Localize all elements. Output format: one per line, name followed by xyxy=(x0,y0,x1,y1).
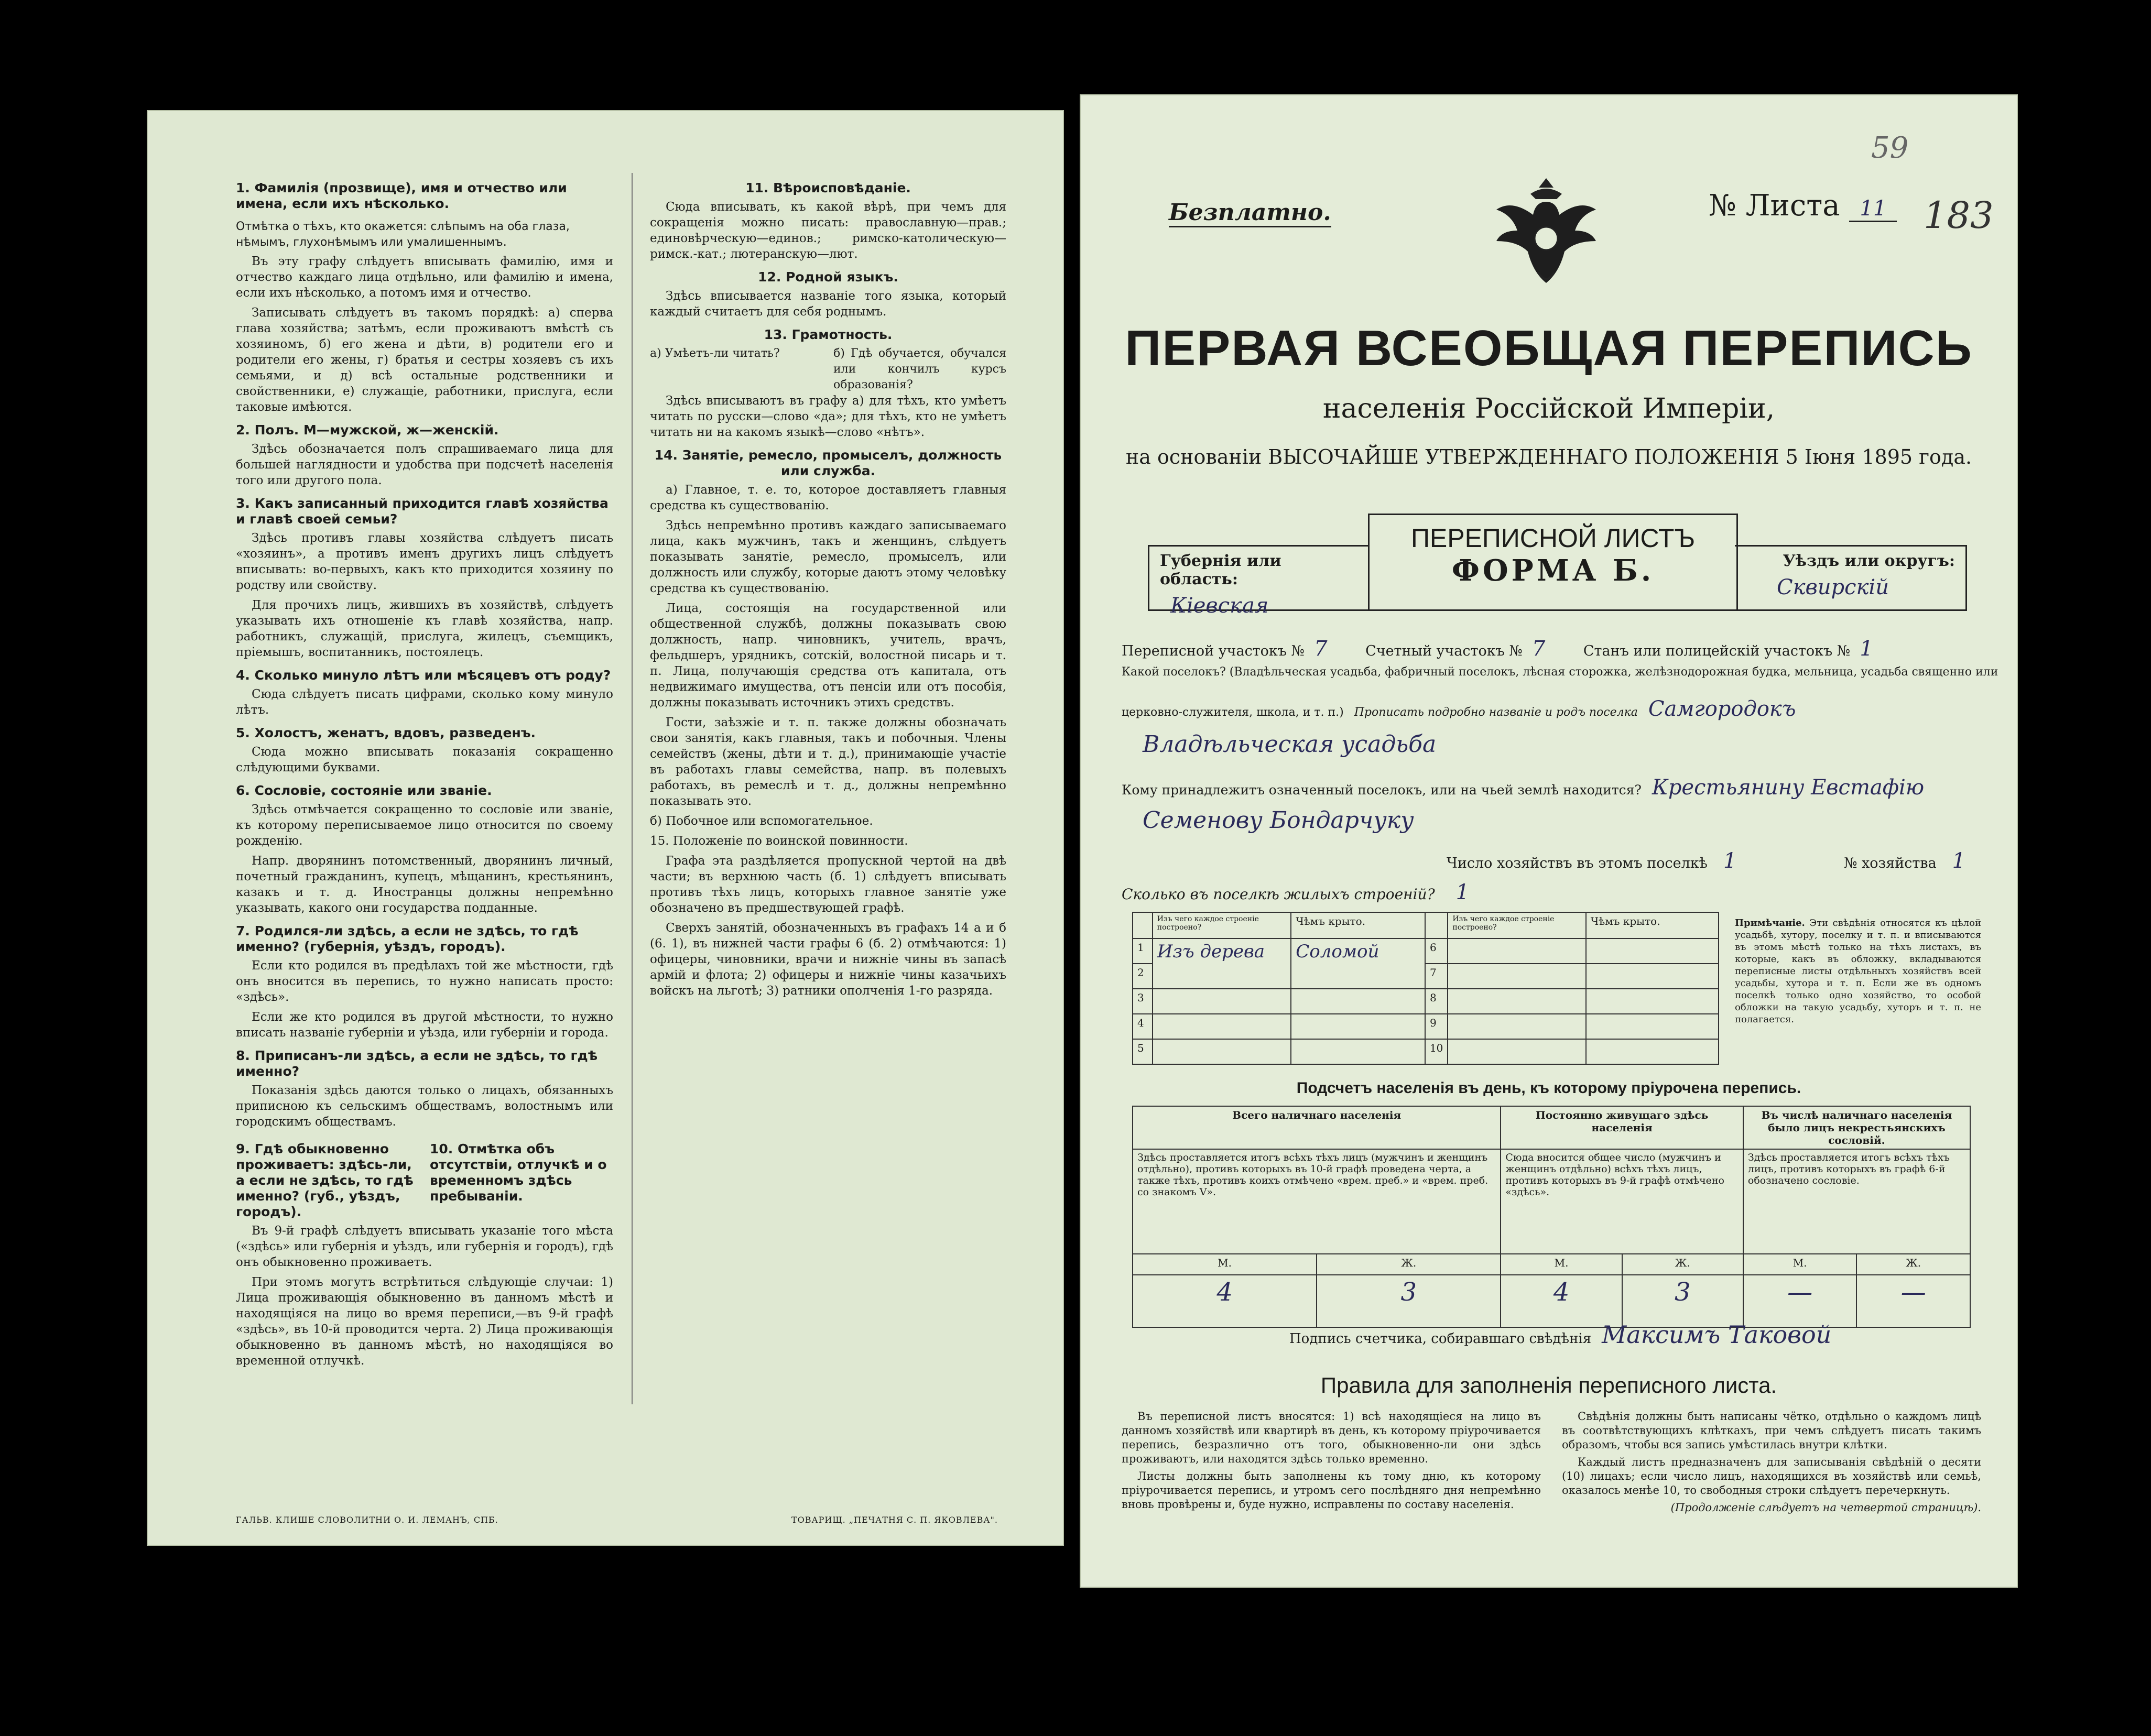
section-6-title: 6. Сословіе, состояніе или званіе. xyxy=(236,783,492,798)
population-count-table xyxy=(1132,1106,1971,1328)
section-13-text: Здѣсь вписываютъ въ графу а) для тѣхъ, кто умѣетъ читать по русски—слово «да»; для тѣхъ, кто не умѣетъ читать ни на какомъ языкѣ—слово «нѣтъ». xyxy=(650,394,1006,439)
printer-mark-left: ГАЛЬВ. КЛИШЕ СЛОВОЛИТНИ О. И. ЛЕМАНЪ, СПБ. xyxy=(236,1515,498,1525)
note-text: Эти свѣдѣнія относятся къ цѣлой усадьбѣ, хутору, поселку и т. п. и вписываются въ этомъ мѣстѣ только на тѣхъ листахъ, въ которые, какъ въ обложку, вкладываются переписные листы отдѣльныхъ хозяйствъ всей усадьбы, хутора и т. п. Если же въ одномъ поселкѣ только одно хозяйство, то особой обложки на такую усадьбу, хуторъ и т. п. не полагается. xyxy=(1735,918,1981,1025)
signature-value: Максимъ Таковой xyxy=(1602,1320,1832,1349)
rules-paragraph: Каждый листъ предназначенъ для записыванія свѣдѣній о десяти (10) лицахъ; если число лицъ, находящихся въ хозяйствѣ или семьѣ, оказалось менѣе 10, то свободныя строки слѣдуетъ перечеркнуть. xyxy=(1562,1456,1981,1497)
stroenii-value: 1 xyxy=(1455,880,1470,904)
form-header-row xyxy=(1148,514,1965,618)
section-9-text: Въ 9-й графѣ слѣдуетъ вписывать указаніе того мѣста («здѣсь» или губернія и уѣздъ, или губернія и городъ), гдѣ онъ обыкновенно проживаетъ. xyxy=(236,1224,613,1269)
count-zh-label: Ж. xyxy=(1622,1254,1743,1275)
section-14b: б) Побочное или вспомогательное. xyxy=(650,814,873,828)
count-m-label: М. xyxy=(1133,1254,1317,1275)
count-text-total: Здѣсь проставляется итогъ всѣхъ тѣхъ лицъ (мужчинъ и женщинъ отдѣльно), противъ которыхъ въ 10-й графѣ проведена черта, а также тѣхъ, противъ коихъ отмѣчено «врем. преб.» и «врем. преб. со знакомъ V». xyxy=(1133,1149,1501,1254)
section-14-text: Здѣсь непремѣнно противъ каждаго записываемаго лица, какъ мужчинъ, такъ и женщинъ, слѣдуетъ показывать занятіе, ремесло, промыселъ, или должность или службу, которые даютъ этому человѣку средства къ существованію. xyxy=(650,519,1006,595)
poselok-line xyxy=(1122,697,2002,721)
chislo-label: Число хозяйствъ въ этомъ поселкѣ xyxy=(1447,855,1708,871)
build-head-material-r: Изъ чего каждое строеніе построено? xyxy=(1448,912,1585,938)
build-roof-value: Соломой xyxy=(1291,938,1425,989)
rules-column-2 xyxy=(1562,1410,1981,1518)
archive-number: 183 xyxy=(1924,194,1994,237)
section-1-subtitle: Отмѣтка о тѣхъ, кто окажется: слѣпымъ на оба глаза, нѣмымъ, глухонѣмымъ или умалишеннымъ. xyxy=(236,220,570,249)
count-title: Подсчетъ населенія въ день, къ которому пріурочена перепись. xyxy=(1296,1079,1801,1097)
section-10-title: 10. Отмѣтка объ отсутствіи, отлучкѣ и о временномъ здѣсь пребываніи. xyxy=(430,1141,607,1204)
chislo-value: 1 xyxy=(1723,849,1737,873)
section-9-title: 9. Гдѣ обыкновенно проживаетъ: здѣсь-ли, а если не здѣсь, то гдѣ именно? (губ., уѣздъ, городъ). xyxy=(236,1141,414,1219)
section-1-text: Въ эту графу слѣдуетъ вписывать фамилію, имя и отчество каждаго лица отдѣльно, или фамилію и имена, если ихъ нѣсколько, а потомъ имя и отчество. xyxy=(236,255,613,300)
rules-paragraph: Листы должны быть заполнены къ тому дню, къ которому пріурочивается перепись, и утромъ сего послѣдняго дня непремѣнно вновь провѣрены и, буде нужно, исправлены по составу населенія. xyxy=(1122,1470,1541,1511)
count-m-label: М. xyxy=(1743,1254,1857,1275)
build-head-material: Изъ чего каждое строеніе построено? xyxy=(1153,912,1291,938)
section-5-text: Сюда можно вписывать показанія сокращенно слѣдующими буквами. xyxy=(236,745,613,774)
signature-line xyxy=(1289,1320,1831,1349)
count-head-total: Всего наличнаго населенія xyxy=(1133,1106,1501,1149)
note-title: Примѣчаніе. xyxy=(1735,918,1805,929)
stan-label: Станъ или полицейскій участокъ № xyxy=(1583,643,1851,659)
poselok-note: Прописать подробно названіе и родъ поселка xyxy=(1354,706,1638,719)
section-7-title: 7. Родился-ли здѣсь, а если не здѣсь, то гдѣ именно? (губернія, уѣздъ, городъ). xyxy=(236,923,579,954)
build-row-num: 5 xyxy=(1133,1039,1153,1064)
census-basis: на основаніи ВЫСОЧАЙШЕ УТВЕРЖДЕННАГО ПОЛОЖЕНІЯ 5 Іюня 1895 года. xyxy=(1125,445,1972,468)
build-row-num: 3 xyxy=(1133,989,1153,1014)
section-14a: а) Главное, т. е. то, которое доставляетъ главныя средства къ существованію. xyxy=(650,483,1006,512)
count-value: 3 xyxy=(1317,1275,1501,1327)
section-14-title: 14. Занятіе, ремесло, промыселъ, должность или служба. xyxy=(654,447,1002,478)
section-5-title: 5. Холостъ, женатъ, вдовъ, разведенъ. xyxy=(236,725,536,740)
count-value: 4 xyxy=(1501,1275,1622,1327)
count-m-label: М. xyxy=(1501,1254,1622,1275)
signature-label: Подпись счетчика, собиравшаго свѣдѣнія xyxy=(1289,1331,1592,1347)
poselok-value: Самгородокъ xyxy=(1648,697,1796,721)
stroenii-label: Сколько въ поселкѣ жилыхъ строеній? xyxy=(1122,886,1435,903)
section-13a: а) Умѣетъ-ли читать? xyxy=(650,347,780,360)
count-text-permanent: Сюда вносится общее число (мужчинъ и женщинъ отдѣльно) всѣхъ тѣхъ лицъ, противъ которыхъ въ 9-й графѣ отмѣчено «здѣсь». xyxy=(1501,1149,1743,1254)
count-value: 4 xyxy=(1133,1275,1317,1327)
section-15-text: Графа эта раздѣляется пропускной чертой на двѣ части; въ верхнюю часть (б. 1) слѣдуетъ вписывать противъ тѣхъ лицъ, которыхъ главное занятіе уже обозначено въ предшествующей графѣ. xyxy=(650,854,1006,915)
rules-continued: (Продолженіе слѣдуетъ на четвертой страницѣ). xyxy=(1670,1501,1981,1514)
count-value: 3 xyxy=(1622,1275,1743,1327)
count-text-nonpeasant: Здѣсь проставляется итогъ всѣхъ тѣхъ лицъ, противъ которыхъ въ графѣ 6-й обозначено сословіе. xyxy=(1743,1149,1970,1254)
poselok-label: Какой поселокъ? (Владѣльческая усадьба, фабричный поселокъ, лѣсная сторожка, желѣзнодорожная будка, мельница, усадьба священно или xyxy=(1122,665,1998,679)
rules-column-1 xyxy=(1122,1410,1541,1515)
count-value: — xyxy=(1856,1275,1970,1327)
right-page xyxy=(1080,94,2018,1588)
column-divider xyxy=(632,173,633,1404)
schet-uch-label: Счетный участокъ № xyxy=(1365,643,1523,659)
section-3-text: Здѣсь противъ главы хозяйства слѣдуетъ писать «хозяинъ», а противъ именъ другихъ лицъ слѣдуетъ вписывать: во-первыхъ, какъ кто приходится хозяину по родству или свойству. xyxy=(236,531,613,592)
section-7-text: Если кто родился въ предѣлахъ той же мѣстности, гдѣ онъ вносится въ перепись, то нужно написать просто: «здѣсь». xyxy=(236,959,613,1004)
section-8-text: Показанія здѣсь даются только о лицахъ, обязанныхъ приписною къ сельскимъ обществамъ, волостнымъ или городскимъ обществамъ. xyxy=(236,1084,613,1129)
komu-value: Крестьянину Евстафію xyxy=(1652,776,1925,800)
corner-mark: 59 xyxy=(1871,131,1909,165)
census-title: ПЕРВАЯ ВСЕОБЩАЯ ПЕРЕПИСЬ xyxy=(1125,320,1973,376)
buildings-table xyxy=(1132,912,1719,1065)
rules-paragraph: Въ переписной листъ вносятся: 1) всѣ находящіеся на лицо въ данномъ хозяйствѣ или квартирѣ въ день, къ которому пріурочивается перепись, безразлично отъ того, обыкновенно-ли они здѣсь проживаютъ, или находятся здѣсь только временно. xyxy=(1122,1410,1541,1465)
section-8-title: 8. Приписанъ-ли здѣсь, а если не здѣсь, то гдѣ именно? xyxy=(236,1048,598,1079)
count-head-nonpeasant: Въ числѣ наличнаго населенія было лицъ некрестьянскихъ сословій. xyxy=(1743,1106,1970,1149)
section-11-title: 11. Вѣроисповѣданіе. xyxy=(745,180,911,195)
section-11-text: Сюда вписывать, къ какой вѣрѣ, при чемъ для сокращенія можно писать: православную—прав.; единовѣрческую—единов.; римско-католическую—римск.-кат.; лютеранскую—лют. xyxy=(650,200,1006,261)
chislo-line xyxy=(1447,849,2002,873)
build-row-num: 9 xyxy=(1425,1014,1448,1039)
komu-line xyxy=(1122,776,2002,800)
section-2-title: 2. Полъ. М—мужской, ж—женскій. xyxy=(236,422,499,438)
section-3-title: 3. Какъ записанный приходится главѣ хозяйства и главѣ своей семьи? xyxy=(236,496,609,527)
perep-uch-label: Переписной участокъ № xyxy=(1122,643,1305,659)
form-title-box xyxy=(1368,514,1738,611)
imperial-eagle-emblem xyxy=(1489,173,1604,293)
schet-uch-value: 7 xyxy=(1531,637,1546,661)
eagle-icon xyxy=(1489,173,1604,293)
count-zh-label: Ж. xyxy=(1317,1254,1501,1275)
census-subtitle: населенія Россійской Имперіи, xyxy=(1322,393,1775,424)
stan-value: 1 xyxy=(1860,637,1873,661)
hoz-label: № хозяйства xyxy=(1843,855,1937,871)
count-head-permanent: Постоянно живущаго здѣсь населенія xyxy=(1501,1106,1743,1149)
build-row-num: 1 xyxy=(1133,938,1153,964)
section-2-text: Здѣсь обозначается полъ спрашиваемаго лица для большей наглядности и удобства при подсчетѣ населенія того или другого пола. xyxy=(236,442,613,487)
instructions-column-1: 1. Фамилія (прозвище), имя и отчество или имена, если ихъ нѣсколько. Отмѣтка о тѣхъ, кто окажется: слѣпымъ на оба глаза, нѣмымъ, глухонѣмымъ или умалишеннымъ. Въ эту графу слѣдуетъ вписывать фамилію, имя и отчество каждаго лица отдѣльно, или фамилію и имена, если ихъ нѣсколько, а потомъ имя и отчество. Записывать слѣдуетъ въ такомъ порядкѣ: а) сперва глава хозяйства; затѣмъ, если проживаютъ вмѣстѣ съ хозяиномъ, б) его жена и дѣти, в) родители его и родители его жены, г) братья и сестры хозяевъ съ ихъ семьями, и д) всѣ остальные родственники и свойственники, е) служащіе, работники, прислуга, если таковые имѣются. 2. Полъ. М—мужской, ж—женскій. Здѣсь обозначается полъ спрашиваемаго лица для большей наглядности и удобства при подсчетѣ населенія того или другого пола. 3. Какъ записанный приходится главѣ хозяйства и главѣ своей семьи? Здѣсь противъ главы хозяйства слѣдуетъ писать «хозяинъ», а противъ именъ другихъ лицъ слѣдуетъ вписывать: во-первыхъ, какъ кто приходится хозяину по родству или свойству. Для прочихъ лицъ, жившихъ въ хозяйствѣ, слѣдуетъ указывать ихъ отношеніе къ главѣ хозяйства, напр. работникъ, служащій, прислуга, жилецъ, съемщикъ, пріемышъ, воспитанникъ, постоялецъ. 4. Сколько минуло лѣтъ или мѣсяцевъ отъ роду? Сюда слѣдуетъ писать цифрами, сколько кому минуло лѣтъ. 5. Холостъ, женатъ, вдовъ, разведенъ. Сюда можно вписывать показанія сокращенно слѣдующими буквами. 6. Сословіе, состояніе или званіе. Здѣсь отмѣчается сокращенно то сословіе или званіе, къ которому переписываемое лицо относится по своему рожденію. Напр. дворянинъ потомственный, дворянинъ личный, почетный гражданинъ, купецъ, мѣщанинъ, крестьянинъ, казакъ и т. д. Иностранцы должны непремѣнно указывать, какого они государства подданные. 7. Родился-ли здѣсь, а если не здѣсь, то гдѣ именно? (губернія, уѣздъ, городъ). Если кто родился въ предѣлахъ той же мѣстности, гдѣ онъ вносится въ перепись, то нужно написать просто: «здѣсь». Если же кто родился въ другой мѣстности, то нужно вписать названіе губерніи и уѣзда, или губерніи и города. 8. Приписанъ-ли здѣсь, а если не здѣсь, то гдѣ именно? Показанія здѣсь даются только о лицахъ, обязанныхъ приписною къ сельскимъ обществамъ, волостнымъ или городскимъ обществамъ. 9. Гдѣ обыкновенно проживаетъ: здѣсь-ли, а если не здѣсь, то гдѣ именно? (губ., уѣздъ, городъ). 10. Отмѣтка объ отсутствіи, отлучкѣ и о временномъ здѣсь пребываніи. Въ 9-й графѣ слѣдуетъ вписывать указаніе того мѣста («здѣсь» или губернія и уѣздъ, или губернія и городъ), гдѣ онъ обыкновенно проживаетъ. При этомъ могутъ встрѣтиться слѣдующіе случаи: 1) Лица проживающія обыкновенно въ данномъ мѣстѣ и находящіяся на лицо во время переписи,—въ 9-й графѣ «здѣсь», въ 10-й проводится черта. 2) Лица проживающія обыкновенно въ данномъ мѣстѣ, но находящіяся во временной отлучкѣ. xyxy=(236,180,613,1368)
instructions-column-2: 11. Вѣроисповѣданіе. Сюда вписывать, къ какой вѣрѣ, при чемъ для сокращенія можно писать: православную—прав.; единовѣрческую—единов.; римско-католическую—римск.-кат.; лютеранскую—лют. 12. Родной языкъ. Здѣсь вписывается названіе того языка, который каждый считаетъ для себя роднымъ. 13. Грамотность. а) Умѣетъ-ли читать? б) Гдѣ обучается, обучался или кончилъ курсъ образованія? Здѣсь вписываютъ въ графу а) для тѣхъ, кто умѣетъ читать по русски—слово «да»; для тѣхъ, кто не умѣетъ читать ни на какомъ языкѣ—слово «нѣтъ». 14. Занятіе, ремесло, промыселъ, должность или служба. а) Главное, т. е. то, которое доставляетъ главныя средства къ существованію. Здѣсь непремѣнно противъ каждаго записываемаго лица, какъ мужчинъ, такъ и женщинъ, слѣдуетъ показывать занятіе, ремесло, промыселъ, или должность или службу, которые даютъ этому человѣку средства къ существованію. Лица, состоящія на государственной или общественной службѣ, должны показывать свою должность, напр. чиновникъ, учитель, врачъ, фельдшеръ, урядникъ, сотскій, волостной писарь и т. п. Лица, получающія средства отъ капитала, отъ недвижимаго имущества, отъ пенсіи или отъ пособія, должны показывать источникъ этихъ средствъ. Гости, заѣзжіе и т. п. также должны обозначать свои занятія, какъ главныя, такъ и побочныя. Члены семействъ (жены, дѣти и т. д.), принимающіе участіе въ работахъ главы семейства, напр. въ полевыхъ работахъ, въ ремеслѣ и т. д., должны непремѣнно показывать это. б) Побочное или вспомогательное. 15. Положеніе по воинской повинности. Графа эта раздѣляется пропускной чертой на двѣ части; въ верхнюю часть (б. 1) слѣдуетъ вписывать противъ тѣхъ лицъ, которыхъ главное занятіе уже обозначено въ предшествующей графѣ. Сверхъ занятій, обозначенныхъ въ графахъ 14 а и б (6. 1), въ нижней части графы 6 (б. 2) отмѣчаются: 1) офицеры, чиновники, врачи и нижніе чины въ запасѣ армій и флота; 2) офицеры и нижніе чины казачьихъ войскъ на льготѣ; 3) ратники ополченія 1-го разряда. xyxy=(650,180,1006,998)
sheet-label: № Листа xyxy=(1709,189,1840,223)
build-row-num: 7 xyxy=(1425,964,1448,989)
komu-value-2: Семенову Бондарчуку xyxy=(1143,807,1414,834)
section-13-title: 13. Грамотность. xyxy=(764,327,893,342)
rules-title: Правила для заполненія переписного листа. xyxy=(1320,1373,1777,1397)
build-row-num: 4 xyxy=(1133,1014,1153,1039)
left-page xyxy=(147,110,1064,1546)
section-6-text: Здѣсь отмѣчается сокращенно то сословіе или званіе, къ которому переписываемое лицо относится по своему рожденію. xyxy=(236,803,613,848)
build-row-num: 10 xyxy=(1425,1039,1448,1064)
free-label: Безплатно. xyxy=(1169,199,1331,227)
section-12-title: 12. Родной языкъ. xyxy=(758,269,898,285)
printer-mark-right: ТОВАРИЩ. „ПЕЧАТНЯ С. П. ЯКОВЛЕВА". xyxy=(791,1515,998,1525)
count-zh-label: Ж. xyxy=(1856,1254,1970,1275)
build-row-num: 6 xyxy=(1425,938,1448,964)
count-value: — xyxy=(1743,1275,1857,1327)
sheet-number-block xyxy=(1709,189,1897,223)
build-head-roof: Чѣмъ крыто. xyxy=(1291,912,1425,938)
komu-label: Кому принадлежитъ означенный поселокъ, или на чьей землѣ находится? xyxy=(1122,782,1642,798)
build-material-value: Изъ дерева xyxy=(1153,938,1291,989)
poselok-label-2: церковно-служителя, школа, и т. п.) xyxy=(1122,706,1344,719)
perep-uch-value: 7 xyxy=(1314,637,1328,661)
hoz-value: 1 xyxy=(1952,849,1966,873)
section-1-title: 1. Фамилія (прозвище), имя и отчество или имена, если ихъ нѣсколько. xyxy=(236,180,567,211)
build-row-num: 8 xyxy=(1425,989,1448,1014)
gubernia-label: Губернія или область: xyxy=(1160,552,1281,588)
rules-paragraph: Свѣдѣнія должны быть написаны чётко, отдѣльно о каждомъ лицѣ въ соотвѣтствующихъ клѣткахъ, при чемъ слѣдуетъ писать такимъ образомъ, чтобы вся запись умѣстилась внутри клѣтки. xyxy=(1562,1410,1981,1451)
section-13b: б) Гдѣ обучается, обучался или кончилъ курсъ образованія? xyxy=(833,347,1006,391)
gubernia-box xyxy=(1148,545,1370,618)
uezd-label: Уѣздъ или округъ: xyxy=(1783,552,1955,570)
uezd-box xyxy=(1735,545,1967,611)
form-subtitle: ФОРМА Б. xyxy=(1451,553,1655,588)
section-4-text: Сюда слѣдуетъ писать цифрами, сколько кому минуло лѣтъ. xyxy=(236,687,613,717)
build-head-roof-r: Чѣмъ крыто. xyxy=(1586,912,1719,938)
sheet-number: 11 xyxy=(1849,196,1897,222)
section-15: 15. Положеніе по воинской повинности. xyxy=(650,834,908,848)
uezd-value: Сквирскій xyxy=(1777,575,1889,599)
section-12-text: Здѣсь вписывается названіе того языка, который каждый считаетъ для себя роднымъ. xyxy=(650,289,1006,319)
buildings-note xyxy=(1735,917,1981,1025)
section-4-title: 4. Сколько минуло лѣтъ или мѣсяцевъ отъ роду? xyxy=(236,668,611,683)
gubernia-value: Кіевская xyxy=(1170,594,1269,618)
poselok-value-2: Владѣльческая усадьба xyxy=(1143,731,1437,758)
stroenii-line xyxy=(1122,880,1469,904)
district-line xyxy=(1122,637,1992,661)
build-row-num: 2 xyxy=(1133,964,1153,989)
form-title: ПЕРЕПИСНОЙ ЛИСТЪ xyxy=(1410,523,1696,553)
